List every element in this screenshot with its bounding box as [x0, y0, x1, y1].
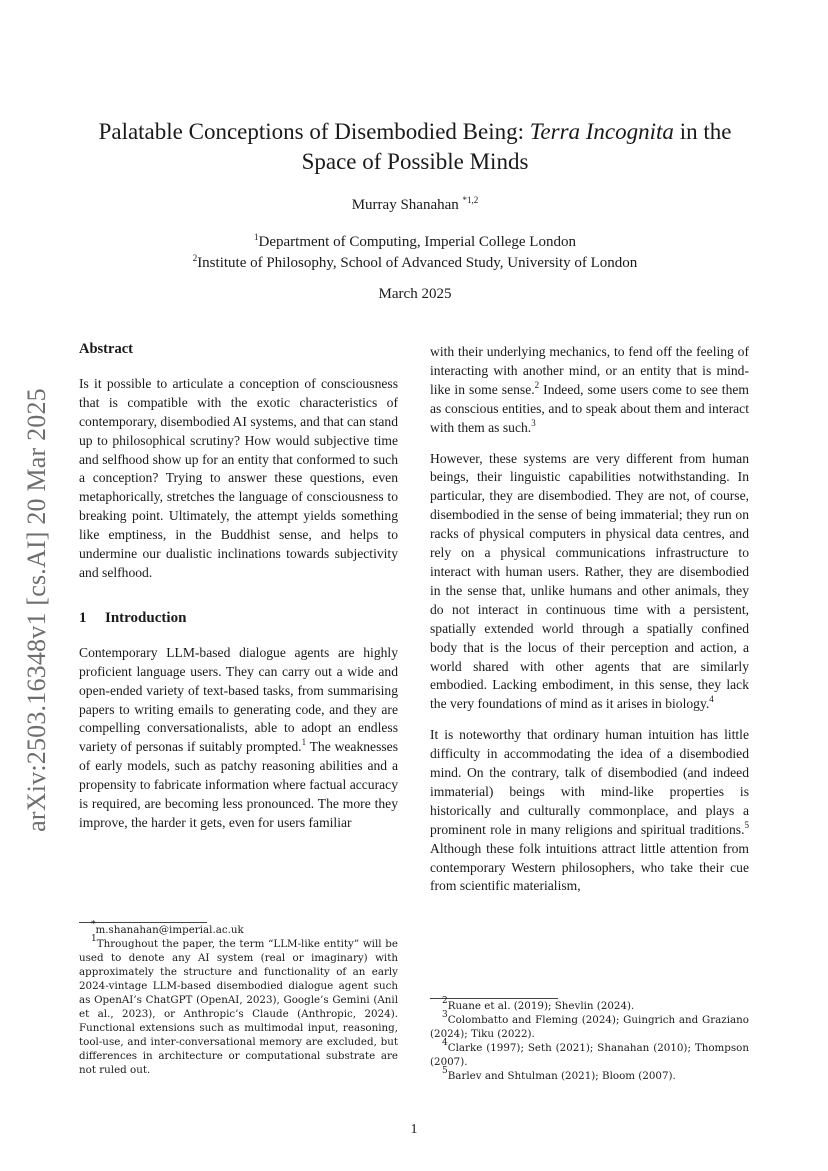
title-italic: Terra Incognita [529, 119, 674, 144]
right-paragraph-3 [430, 726, 749, 896]
arxiv-identifier-text: arXiv:2503.16348v1 [cs.AI] 20 Mar 2025 [22, 388, 51, 832]
right-footnotes [430, 998, 749, 1083]
footnote-ref[interactable]: 2 [534, 379, 540, 390]
paragraph-text: Indeed, some users come to see them as conscious entities, and to speak about them and interact with them as such. [430, 381, 749, 435]
paragraph-text: Although these folk intuitions attract little attention from contemporary Western philosophers, who take their cue from scientific materialism, [430, 840, 749, 894]
footnote-mark: 5 [442, 1066, 448, 1076]
abstract-text: Is it possible to articulate a conception of consciousness that is compatible with the exotic characteristics of contemporary, disembodied AI systems, and that can stand up to philosophical scrutiny? How would subjective time and selfhood show up for an entity that conformed to such a conception? Trying to answer these questions, even metaphorically, stretches the language of consciousness to breaking point. Ultimately, the attempt yields something like emptiness, in the Buddhist sense, and helps to undermine our dualistic inclinations towards subjectivity and selfhood. [79, 375, 398, 580]
affiliation-text: Department of Computing, Imperial College London [258, 234, 576, 250]
section-heading [79, 609, 398, 628]
title-part-2: in the Space of Possible Minds [301, 119, 732, 174]
paragraph-text: However, these systems are very different from human beings, their linguistic capabilities notwithstanding. In particular, they are disembodied. They are not, of course, disembodied in the sense of being immaterial; they run on racks of physical computers in physical data centres, and rely on a physical communications infrastructure to interact with human users. Rather, they are disembodied in the sense that, unlike humans and other animals, they do not interact in continuous time with a persistent, spatially extended world through a spatially confined body that is the locus of their perception and action, a world shared with other agents that are similarly embodied. Lacking embodiment, in this sense, they lack the very foundations of mind as it arises in biology. [430, 450, 749, 712]
arxiv-identifier-stamp [22, 365, 52, 855]
footnote-item [430, 1038, 749, 1069]
author-name: Murray Shanahan [351, 197, 463, 213]
footnote-item [430, 1066, 749, 1083]
right-paragraph-2 [430, 450, 749, 715]
footnote-ref[interactable]: 5 [744, 819, 749, 830]
footnote-item [430, 996, 749, 1013]
affiliation-text: Institute of Philosophy, School of Advanced Study, University of London [197, 255, 638, 271]
footnote-ref[interactable]: 1 [301, 737, 307, 748]
footnote-mark: 2 [442, 996, 448, 1006]
paragraph-text: with their underlying mechanics, to fend off the feeling of interacting with another mind, or an entity that is mind-like in some sense. [430, 344, 749, 397]
footnote-text: Barlev and Shtulman (2021); Bloom (2007). [447, 1070, 676, 1082]
left-column [79, 340, 398, 845]
footnote-mark: 1 [91, 934, 97, 944]
footnote-ref[interactable]: 3 [531, 417, 536, 428]
footnote-mark: 4 [442, 1038, 448, 1048]
paper-title [70, 117, 760, 177]
intro-text-cont: The weaknesses of early models, such as patchy reasoning abilities and a propensity to fabricate information where factual accuracy is required, are becoming less pronounced. The more they improve, the harder it gets, even for users familiar [79, 739, 398, 830]
footnote-text: Clarke (1997); Seth (2021); Shanahan (2010); Thompson (2007). [430, 1042, 749, 1068]
footnote-item [430, 1010, 749, 1041]
author-line [70, 197, 760, 214]
footnote-mark: 3 [442, 1010, 448, 1020]
affiliation-2 [70, 253, 760, 274]
affiliation-mark: 2 [192, 253, 198, 263]
author-marks: *1,2 [462, 195, 479, 205]
footnote-text: m.shanahan@imperial.ac.uk [95, 924, 244, 936]
footnote-item [79, 934, 398, 1077]
title-part-1: Palatable Conceptions of Disembodied Being: [98, 119, 530, 144]
footnote-ref[interactable]: 4 [709, 694, 714, 705]
intro-text: Contemporary LLM-based dialogue agents are highly proficient language users. They can carry out a wide and open-ended variety of text-based tasks, from summarising papers to writing emails to generating code, and they are compelling conversationalists, able to adopt an endless variety of personas if suitably prompted. [79, 644, 398, 755]
footnote-item [79, 920, 398, 937]
abstract-heading: Abstract [79, 341, 133, 357]
page-number: 1 [410, 1122, 418, 1137]
footnote-text: Colombatto and Fleming (2024); Guingrich and Graziano (2024); Tiku (2022). [430, 1014, 749, 1040]
section-number: 1 [79, 609, 87, 626]
section-title: Introduction [105, 609, 187, 626]
footnote-text: Throughout the paper, the term “LLM-like entity” will be used to denote any AI system (real or imaginary) with approximately the structure and functionality of an early 2024-vintage LLM-based disembodied dialogue agent such as OpenAI’s ChatGPT (OpenAI, 2023), Google’s Gemini (Anil et al., 2023), or Anthropic’s Claude (Anthropic, 2024). Functional extensions such as multimodal input, reasoning, tool-use, and inter-conversational memory are excluded, but differences in architecture or computational substrate are not ruled out. [79, 938, 398, 1076]
intro-paragraph-1 [79, 644, 398, 833]
footnote-text: Ruane et al. (2019); Shevlin (2024). [447, 1000, 635, 1012]
right-paragraph-1 [430, 343, 749, 438]
paragraph-text: It is noteworthy that ordinary human intuition has little difficulty in accommodating the idea of a disembodied mind. On the contrary, talk of disembodied (and indeed immaterial) beings with mind-like properties is historically and culturally commonplace, and plays a prominent role in many religions and spiritual traditions. [430, 727, 749, 837]
right-column [430, 343, 749, 908]
affiliations [70, 232, 760, 274]
affiliation-1 [70, 232, 760, 253]
publication-date: March 2025 [378, 286, 452, 302]
left-footnotes [79, 922, 398, 1077]
affiliation-mark: 1 [254, 232, 259, 242]
footnote-mark: * [91, 920, 96, 930]
